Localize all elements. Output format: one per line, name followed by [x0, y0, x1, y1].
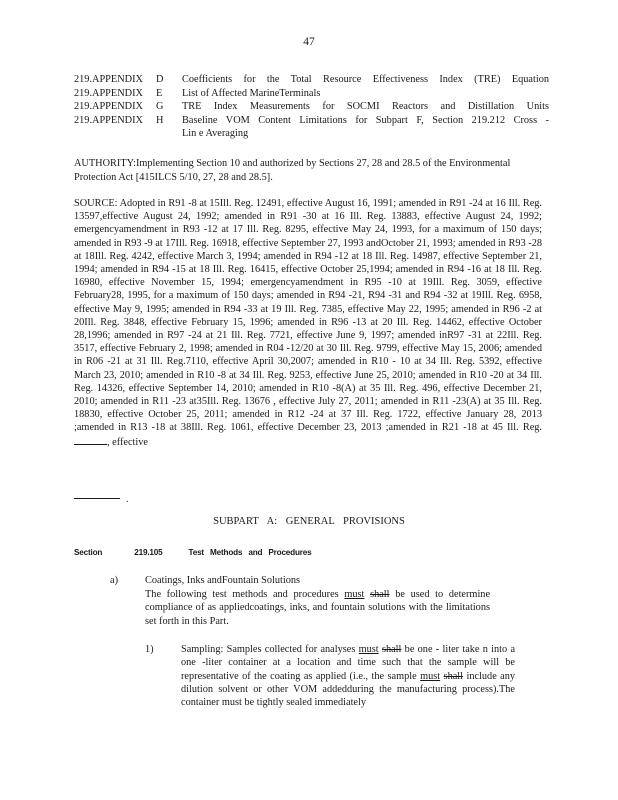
paragraph-text: be one - liter take n into a one -liter container at a location and time such that the sample will be representative of the coating as applied (i.e., the sample: [181, 644, 516, 682]
paragraph-body: [181, 643, 515, 709]
paragraph-label: 1): [145, 644, 154, 655]
paragraph-1: [145, 643, 515, 709]
appendix-title: List of Affected MarineTerminals: [182, 87, 321, 99]
appendix-title: Coefficients for the Total Resource Effectiveness Index (TRE) Equation: [182, 74, 549, 85]
appendix-title: Baseline VOM Content Limitations for Subpart F, Section 219.212 Cross -: [182, 114, 549, 126]
appendix-title-wrap: [182, 114, 549, 141]
deleted-text: shall: [381, 644, 402, 655]
appendix-letter: G: [156, 101, 164, 112]
inserted-text: must: [358, 644, 379, 655]
authority-note: AUTHORITY:Implementing Section 10 and authorized by Sections 27, 28 and 28.5 of the Environmental Protection Act [415ILCS 5/10, 27, 28 and 28.5].: [74, 158, 511, 183]
blank-line: [74, 498, 120, 499]
paragraph-label: a): [110, 575, 118, 586]
appendix-letter: H: [156, 114, 164, 126]
appendix-code: 219.APPENDIX: [74, 114, 143, 126]
inserted-text: must: [344, 588, 365, 600]
page-number: 47: [303, 36, 315, 48]
appendix-letter: D: [156, 74, 164, 85]
paragraph-text: include any dilution solvent or other VOM addedduring the manufacturing process).The container must be tightly sealed immediately: [181, 670, 516, 709]
appendix-row: [74, 114, 549, 141]
inserted-text: must: [420, 670, 441, 682]
subpart-heading: SUBPART A: GENERAL PROVISIONS: [213, 516, 405, 527]
paragraph-body: [145, 574, 490, 628]
section-title: Test Methods and Procedures: [188, 548, 312, 557]
appendix-list: [74, 73, 549, 141]
paragraph-a: [110, 574, 490, 628]
appendix-title: TRE Index Measurements for SOCMI Reactors and Distillation Units: [182, 101, 549, 112]
appendix-row: [74, 87, 549, 101]
section-heading: [74, 548, 514, 557]
deleted-text: shall: [443, 670, 464, 682]
paragraph-text: Sampling: Samples collected for analyses: [181, 644, 356, 655]
appendix-code: 219.APPENDIX: [74, 101, 143, 112]
appendix-title-continued: Lin e Averaging: [182, 128, 249, 139]
paragraph-heading: Coatings, Inks andFountain Solutions: [145, 575, 301, 586]
source-text: SOURCE: Adopted in R91 -8 at 15Ill. Reg. 12491, effective August 16, 1991; amended in R91 -24 at 16 Ill. Reg. 13597,effective August 24, 1992; amended in R91 -30 at 16 Ill. Reg. 13883, effective August 24, 1992; emergencyamendment in R93 -12 at 17 Ill. Reg. 8295, effective May 24, 1993, for a maximum of 150 days; amended in R93 -9 at 17Ill. Reg. 16918, effective September 27, 1993 andOctober 21, 1993; amended in R93 -28 at 18Ill. Reg. 4242, effective March 3, 1994; amended in R94 -12 at 18 Ill. Reg. 14987, effective September 21, 1994; amended in R94 -15 at 18 Ill. Reg. 16415, effective October 25,1994; amended in R94 -16 at 18 Ill. Reg. 16980, effective November 15, 1994; emergencyamendment in R95 -10 at 19Ill. Reg. 3059, effective February28, 1995, for a maximum of 150 days; amended in R94 -21, R94 -31 and R94 -32 at 19Ill. Reg. 6958, effective May 9, 1995; amended in R94 -33 at 19 Ill. Reg. 7385, effective May 22, 1995; amended in R96 -2 at 20Ill. Reg. 3848, effective February 15, 1996; amended in R96 -13 at 20 Ill. Reg. 14462, effective October 28,1996; amended in R97 -24 at 21 Ill. Reg. 7721, effective June 9, 1997; amended inR97 -31 at 22Ill. Reg. 3517, effective February 2, 1998; amended in R04 -12/20 at 30 Ill. Reg. 9799, effective May 15, 2006; amended in R06 -21 at 31 Ill. Reg.7110, effective April 30,2007; amended in R10 - 10 at 34 Ill. Reg. 5392, effective March 23, 2010; amended in R10 -8 at 34 Ill. Reg. 9253, effective June 25, 2010; amended in R10 -20 at 34 Ill. Reg. 14326, effective September 14, 2010; amended in R10 -8(A) at 35 Ill. Reg. 496, effective December 21, 2010; amended in R11 -23 at35Ill. Reg. 13676 , effective July 27, 2011; amended in R11 -23(A) at 35 Ill. Reg. 18830, effective October 25, 2011; amended in R12 -24 at 37 Ill. Reg. 1722, effective January 28, 2013 ;amended in R13 -18 at 38Ill. Reg. 1061, effective December 23, 2013 ;amended in R21 -18 at 45 Ill. Reg.: [74, 198, 542, 434]
section-number: 219.105: [134, 548, 163, 557]
blank-line: [74, 435, 107, 445]
appendix-code: 219.APPENDIX: [74, 74, 143, 85]
source-end: .: [126, 494, 129, 505]
paragraph-text: be used to determine compliance of as appliedcoatings, inks, and fountain solutions with the limitations set forth in this Part.: [145, 588, 491, 627]
source-note: [74, 197, 542, 449]
source-tail: , effective: [107, 436, 148, 448]
section-label: Section: [74, 548, 103, 557]
appendix-code: 219.APPENDIX: [74, 87, 143, 99]
paragraph-text: The following test methods and procedures: [145, 588, 339, 600]
appendix-row: [74, 100, 549, 114]
deleted-text: shall: [370, 588, 390, 600]
appendix-row: [74, 73, 549, 87]
appendix-letter: E: [156, 87, 163, 99]
